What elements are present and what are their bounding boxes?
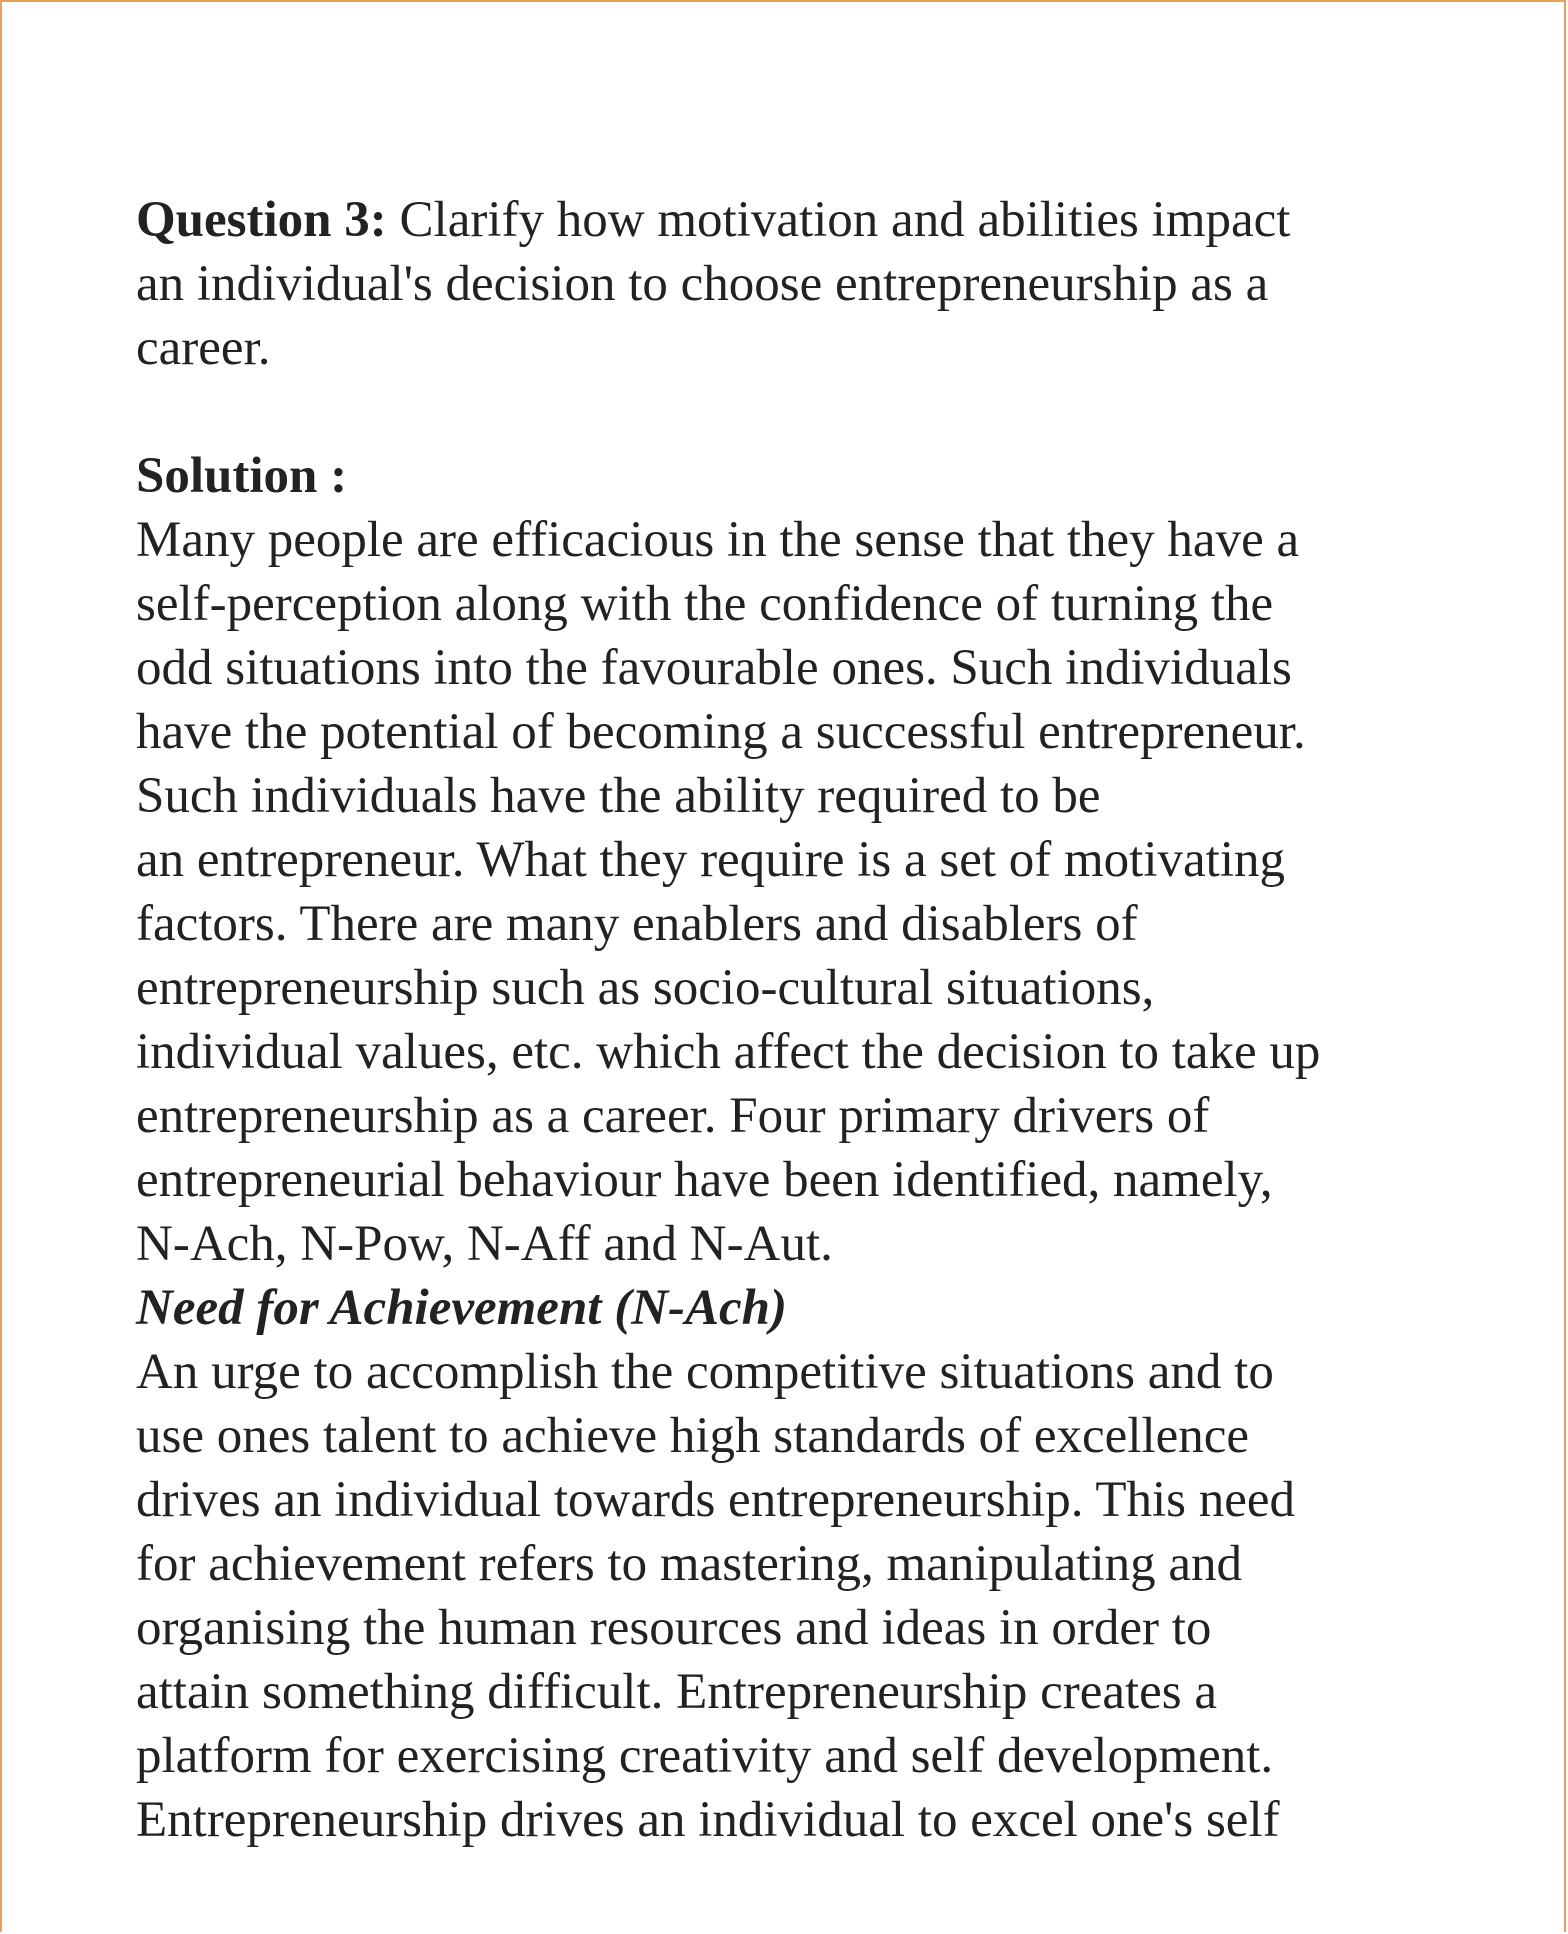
solution-block bbox=[136, 444, 1436, 1276]
question-line: career. bbox=[136, 320, 271, 376]
nach-heading: Need for Achievement (N-Ach) bbox=[136, 1280, 788, 1336]
nach-line: attain something difficult. Entrepreneurship creates a bbox=[136, 1664, 1218, 1720]
solution-line: entrepreneurial behaviour have been identified, namely, bbox=[136, 1152, 1273, 1208]
solution-line: Such individuals have the ability required to be bbox=[136, 768, 1101, 824]
solution-label: Solution : bbox=[136, 448, 348, 504]
nach-line: use ones talent to achieve high standards of excellence bbox=[136, 1408, 1250, 1464]
solution-line: odd situations into the favourable ones. Such individuals bbox=[136, 640, 1292, 696]
page-content bbox=[136, 188, 1436, 1852]
nach-line: An urge to accomplish the competitive situations and to bbox=[136, 1344, 1274, 1400]
nach-line: Entrepreneurship drives an individual to excel one's self bbox=[136, 1792, 1280, 1848]
question-line: an individual's decision to choose entrepreneurship as a bbox=[136, 256, 1269, 312]
nach-line: platform for exercising creativity and self development. bbox=[136, 1728, 1274, 1784]
question-line bbox=[136, 188, 1436, 252]
solution-line: Many people are efficacious in the sense that they have a bbox=[136, 512, 1300, 568]
solution-line: factors. There are many enablers and disablers of bbox=[136, 896, 1138, 952]
spacer bbox=[136, 380, 1436, 444]
question-block bbox=[136, 188, 1436, 380]
question-text: Clarify how motivation and abilities impact bbox=[386, 192, 1291, 248]
nach-line: for achievement refers to mastering, manipulating and bbox=[136, 1536, 1243, 1592]
solution-line: N-Ach, N-Pow, N-Aff and N-Aut. bbox=[136, 1216, 833, 1272]
nach-section bbox=[136, 1276, 1436, 1852]
nach-line: organising the human resources and ideas in order to bbox=[136, 1600, 1212, 1656]
solution-line: an entrepreneur. What they require is a set of motivating bbox=[136, 832, 1285, 888]
question-label: Question 3: bbox=[136, 192, 387, 248]
solution-line: individual values, etc. which affect the decision to take up bbox=[136, 1024, 1321, 1080]
solution-line: entrepreneurship such as socio-cultural situations, bbox=[136, 960, 1155, 1016]
solution-line: have the potential of becoming a successful entrepreneur. bbox=[136, 704, 1306, 760]
solution-line: entrepreneurship as a career. Four primary drivers of bbox=[136, 1088, 1210, 1144]
solution-line: self-perception along with the confidence of turning the bbox=[136, 576, 1274, 632]
nach-line: drives an individual towards entrepreneurship. This need bbox=[136, 1472, 1296, 1528]
